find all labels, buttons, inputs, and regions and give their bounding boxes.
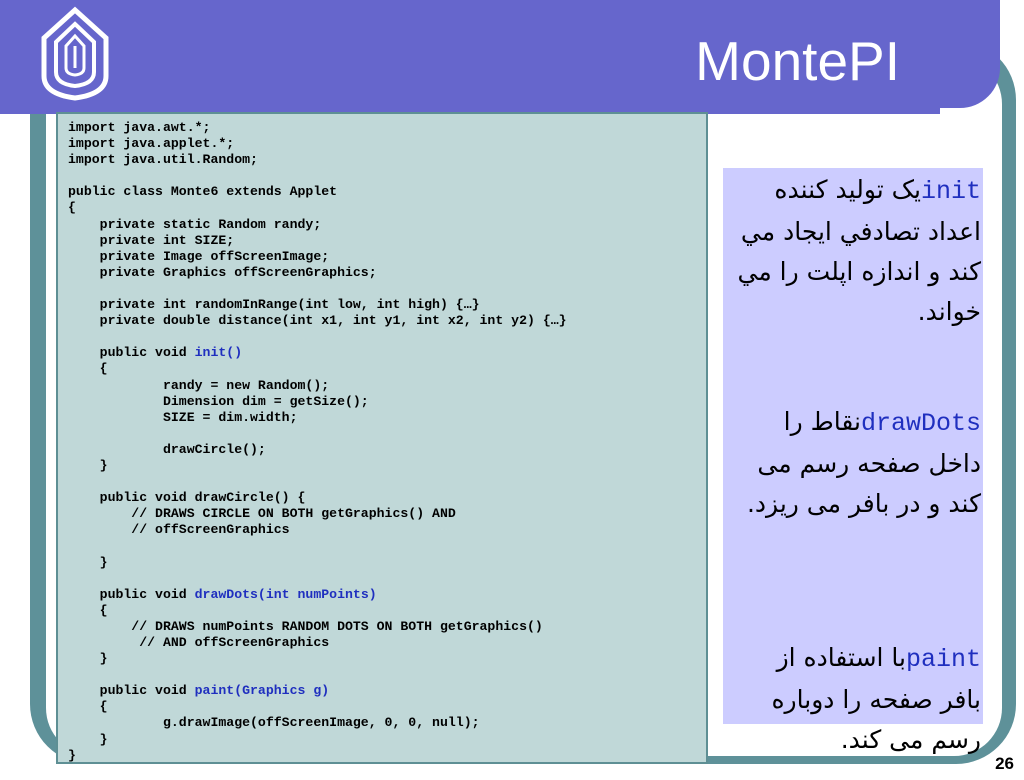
- code-text: randy = new Random();: [68, 377, 330, 393]
- code-text: }: [68, 554, 108, 570]
- note-drawdots-text: نقاط را داخل صفحه رسم می کند و در بافر می ریزد.: [746, 407, 981, 518]
- code-text: public void: [68, 345, 195, 361]
- code-line: [68, 522, 696, 538]
- code-line: [68, 297, 696, 313]
- code-line: [68, 458, 696, 474]
- slide-title: MontePI: [695, 30, 900, 92]
- code-text: // offScreenGraphics: [68, 522, 290, 538]
- code-line: [68, 168, 696, 184]
- code-text: private int randomInRange(int low, int high) {…}: [68, 297, 480, 313]
- code-line: [68, 667, 696, 683]
- code-line: [68, 732, 696, 748]
- code-line: [68, 184, 696, 200]
- code-text: {: [68, 361, 108, 377]
- code-method-signature: paint(Graphics g): [194, 683, 330, 699]
- code-text: // AND offScreenGraphics: [68, 635, 330, 650]
- code-text: private Image offScreenImage;: [68, 248, 330, 264]
- code-text: private int SIZE;: [68, 232, 235, 248]
- code-line: [68, 345, 696, 361]
- code-line: [68, 281, 696, 297]
- code-line: [68, 571, 696, 587]
- code-text: import java.util.Random;: [68, 152, 258, 168]
- code-text: drawCircle();: [68, 441, 266, 457]
- code-line: [68, 217, 696, 233]
- code-line: [68, 538, 696, 554]
- code-text: // DRAWS CIRCLE ON BOTH getGraphics() AND: [68, 506, 456, 522]
- code-text: import java.applet.*;: [68, 136, 235, 152]
- note-init: [733, 170, 981, 332]
- code-line: [68, 474, 696, 490]
- note-paint-text: با استفاده از بافر صفحه را دوباره رسم می کند.: [771, 643, 981, 754]
- code-text: public class Monte6 extends Applet: [68, 184, 338, 200]
- code-line: [68, 265, 696, 281]
- code-line: [68, 683, 696, 699]
- code-text: // DRAWS numPoints RANDOM DOTS ON BOTH getGraphics(): [68, 618, 543, 634]
- code-listing: [56, 112, 708, 764]
- code-line: [68, 329, 696, 345]
- code-text: private static Random randy;: [68, 216, 322, 232]
- code-text: {: [68, 602, 108, 618]
- note-drawdots: [733, 402, 981, 524]
- code-line: [68, 200, 696, 216]
- code-line: [68, 603, 696, 619]
- code-line: [68, 313, 696, 329]
- code-text: private double distance(int x1, int y1, int x2, int y2) {…}: [68, 313, 567, 329]
- university-logo-icon: [38, 6, 112, 102]
- note-init-text: يک توليد کننده اعداد تصادفي ايجاد مي کند و اندازه اپلت را مي خواند.: [737, 175, 981, 326]
- code-line: [68, 715, 696, 731]
- note-drawdots-keyword: drawDots: [860, 409, 981, 438]
- page-number: 26: [995, 754, 1014, 773]
- code-text: SIZE = dim.width;: [68, 409, 298, 425]
- code-line: [68, 136, 696, 152]
- code-line: [68, 490, 696, 506]
- code-text: }: [68, 651, 108, 667]
- code-text: }: [68, 731, 108, 747]
- code-line: [68, 249, 696, 265]
- code-line: [68, 120, 696, 136]
- code-line: [68, 233, 696, 249]
- code-line: [68, 619, 696, 635]
- code-line: [68, 152, 696, 168]
- code-line: [68, 587, 696, 603]
- code-line: [68, 410, 696, 426]
- code-text: public void: [68, 586, 195, 602]
- code-text: public void drawCircle() {: [68, 490, 306, 506]
- note-paint-keyword: paint: [905, 645, 981, 674]
- code-line: [68, 361, 696, 377]
- note-init-keyword: init: [920, 177, 981, 206]
- code-line: [68, 635, 696, 651]
- code-text: {: [68, 200, 76, 216]
- code-text: Dimension dim = getSize();: [68, 393, 369, 409]
- code-line: [68, 506, 696, 522]
- code-text: public void: [68, 683, 195, 699]
- code-line: [68, 426, 696, 442]
- code-text: }: [68, 457, 108, 473]
- code-method-signature: drawDots(int numPoints): [194, 586, 377, 602]
- code-line: [68, 651, 696, 667]
- code-method-signature: init(): [194, 345, 243, 361]
- code-line: [68, 394, 696, 410]
- code-text: }: [68, 747, 76, 763]
- code-text: {: [68, 699, 108, 715]
- code-text: import java.awt.*;: [68, 120, 211, 135]
- code-line: [68, 442, 696, 458]
- code-text: g.drawImage(offScreenImage, 0, 0, null);: [68, 715, 480, 731]
- code-line: [68, 748, 696, 764]
- code-text: private Graphics offScreenGraphics;: [68, 264, 377, 280]
- code-line: [68, 699, 696, 715]
- code-line: [68, 555, 696, 571]
- note-paint: [733, 638, 981, 760]
- code-line: [68, 378, 696, 394]
